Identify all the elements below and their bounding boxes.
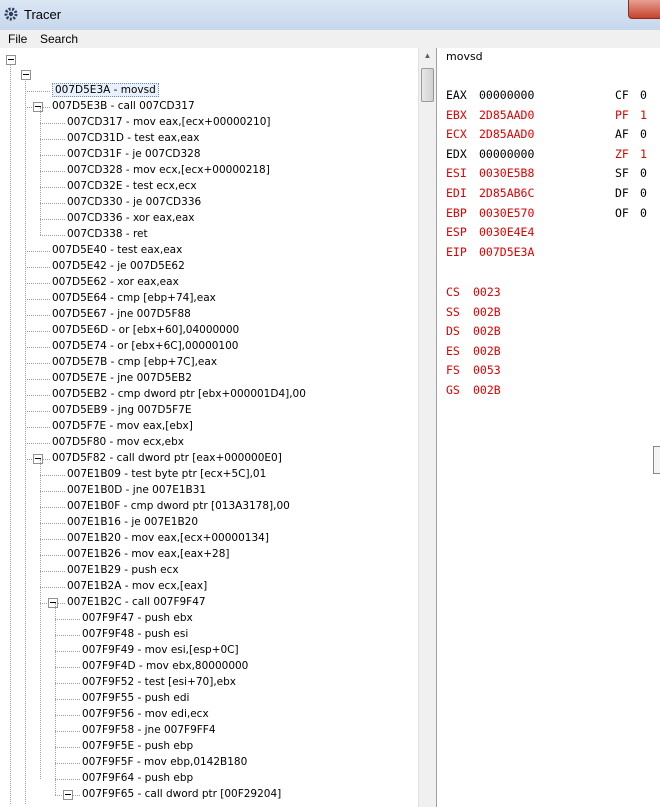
tree-connector — [25, 443, 50, 444]
tree-row-label: 007F9F4D - mov ebx,80000000 — [82, 660, 249, 672]
tree-row-label: 007D5EB2 - cmp dword ptr [ebx+000001D4],00 — [52, 388, 306, 400]
tree-guide — [25, 79, 26, 804]
tree-row-label: 007E1B0F - cmp dword ptr [013A3178],00 — [67, 500, 290, 512]
tree-row[interactable] — [67, 467, 266, 482]
tree-row-label: 007D5E67 - jne 007D5F88 — [52, 308, 191, 320]
tree-connector — [40, 155, 65, 156]
tree-expander[interactable] — [6, 55, 16, 65]
register-name: EDX — [446, 146, 467, 161]
tree-row-label: 007F9F58 - jne 007F9FF4 — [82, 724, 216, 736]
tree-connector — [25, 379, 50, 380]
register-name: EAX — [446, 88, 467, 102]
flag-value: 0 — [640, 186, 647, 200]
tree-row[interactable] — [82, 691, 189, 706]
tree-row[interactable] — [52, 403, 192, 418]
register-name: ESP — [446, 225, 467, 240]
flag-value: 0 — [640, 205, 647, 220]
segment-value: 002B — [473, 343, 501, 358]
tree-row[interactable] — [67, 211, 195, 226]
title-bar — [0, 0, 660, 31]
scroll-up-arrow-icon[interactable]: ▲ — [423, 51, 432, 60]
segment-name: FS — [446, 363, 460, 378]
tree-scrollbar[interactable] — [418, 48, 436, 807]
flag-value: 0 — [640, 127, 647, 142]
tree-row-label: 007F9F5E - push ebp — [82, 740, 194, 752]
flag-name: SF — [615, 166, 629, 181]
tree-connector — [55, 699, 80, 700]
tree-connector — [25, 91, 50, 92]
tree-row[interactable] — [52, 275, 179, 290]
tree-row-label: 007D5E42 - je 007D5E62 — [52, 260, 185, 272]
segment-name: SS — [446, 304, 460, 319]
tree-row-label: 007CD317 - mov eax,[ecx+00000210] — [67, 116, 271, 128]
tree-row[interactable] — [52, 99, 195, 114]
tree-row-label: 007E1B29 - push ecx — [67, 564, 179, 576]
tree-row-label: 007D5E7E - jne 007D5EB2 — [52, 372, 192, 384]
panel-resize-handle[interactable] — [653, 446, 660, 474]
tree-connector — [40, 571, 65, 572]
menu-bar — [0, 30, 660, 49]
gear-icon — [3, 6, 19, 22]
tree-row-label: 007D5EB9 - jng 007D5F7E — [52, 404, 192, 416]
tree-row[interactable] — [52, 323, 239, 338]
tree-row[interactable] — [67, 547, 230, 562]
register-name: ESI — [446, 166, 467, 181]
segment-value: 002B — [473, 383, 501, 397]
tree-guide — [40, 107, 41, 235]
tree-row-label: 007CD31F - je 007CD328 — [67, 148, 201, 160]
tree-row-label: 007D5E3A - movsd — [52, 83, 159, 97]
tree-connector — [25, 395, 50, 396]
current-instruction: movsd — [446, 50, 483, 63]
register-name: EIP — [446, 244, 467, 259]
tree-connector — [25, 267, 50, 268]
tree-expander[interactable] — [33, 454, 43, 464]
tree-row-label: 007D5E7B - cmp [ebp+7C],eax — [52, 356, 218, 368]
tree-row[interactable] — [67, 483, 206, 498]
segment-name: ES — [446, 343, 460, 358]
register-value: 00000000 — [479, 146, 535, 161]
register-value: 0030E4E4 — [479, 225, 535, 240]
tree-row[interactable] — [52, 259, 185, 274]
register-value: 2D85AB6C — [479, 186, 535, 200]
tree-row[interactable] — [52, 355, 217, 370]
tree-row-label: 007F9F64 - push ebp — [82, 772, 194, 784]
tree-connector — [25, 331, 50, 332]
tree-row-label: 007D5E74 - or [ebx+6C],00000100 — [52, 340, 239, 352]
register-value: 2D85AAD0 — [479, 107, 535, 122]
tree-row[interactable] — [67, 579, 207, 594]
tree-connector — [25, 315, 50, 316]
tree-row[interactable] — [67, 131, 199, 146]
tree-connector — [25, 411, 50, 412]
tree-row-label: 007E1B16 - je 007E1B20 — [67, 516, 199, 528]
tree-row[interactable] — [52, 371, 192, 386]
tree-row-label: 007CD338 - ret — [67, 228, 148, 240]
segment-value: 002B — [473, 324, 501, 339]
tree-connector — [25, 299, 50, 300]
tree-connector — [40, 235, 65, 236]
flag-name: CF — [615, 88, 629, 102]
tree-row[interactable] — [52, 451, 282, 466]
flag-value: 1 — [640, 107, 647, 122]
tree-connector — [40, 555, 65, 556]
tree-connector — [55, 667, 80, 668]
tree-row-label: 007E1B2A - mov ecx,[eax] — [67, 580, 208, 592]
tree-row-label: 007E1B26 - mov eax,[eax+28] — [67, 548, 230, 560]
trace-tree[interactable] — [0, 48, 437, 807]
tree-row[interactable] — [82, 675, 236, 690]
tree-row[interactable] — [67, 147, 201, 162]
tree-row[interactable] — [67, 163, 270, 178]
tree-connector — [55, 747, 80, 748]
tree-row[interactable] — [52, 243, 182, 258]
menu-file[interactable]: File — [8, 32, 28, 46]
tree-row[interactable] — [52, 435, 184, 450]
tree-row[interactable] — [82, 739, 193, 754]
tree-connector — [55, 715, 80, 716]
tree-connector — [25, 251, 50, 252]
segment-name: DS — [446, 324, 460, 339]
tree-row-label: 007CD328 - mov ecx,[ecx+00000218] — [67, 164, 270, 176]
tree-guide — [55, 603, 56, 795]
tree-guide — [10, 64, 11, 804]
tree-connector — [55, 779, 80, 780]
tree-connector — [40, 203, 65, 204]
tree-row-label: 007F9F48 - push esi — [82, 628, 189, 640]
flag-value: 0 — [640, 166, 647, 181]
flag-name: OF — [615, 205, 629, 220]
segment-value: 0023 — [473, 285, 501, 299]
tree-row[interactable] — [67, 195, 201, 210]
tree-row-label: 007D5E40 - test eax,eax — [52, 244, 183, 256]
tree-row[interactable] — [67, 227, 148, 242]
tree-connector — [40, 139, 65, 140]
register-name: EDI — [446, 186, 467, 200]
tree-connector — [40, 523, 65, 524]
tree-connector — [55, 683, 80, 684]
tree-connector — [55, 635, 80, 636]
tree-connector — [40, 491, 65, 492]
tree-connector — [55, 731, 80, 732]
tree-row[interactable] — [67, 499, 290, 514]
tree-row[interactable] — [82, 659, 248, 674]
tree-row-label: 007F9F5F - mov ebp,0142B180 — [82, 756, 248, 768]
tree-row-label: 007D5E64 - cmp [ebp+74],eax — [52, 292, 216, 304]
tree-guide — [40, 459, 41, 779]
tree-connector — [40, 475, 65, 476]
tree-expander[interactable] — [48, 598, 58, 608]
flag-name: ZF — [615, 146, 629, 161]
tree-row-label: 007D5E6D - or [ebx+60],04000000 — [52, 324, 240, 336]
tree-row-label: 007F9F52 - test [esi+70],ebx — [82, 676, 237, 688]
register-value: 0030E5B8 — [479, 166, 535, 181]
register-name: EBP — [446, 205, 467, 220]
tree-connector — [40, 187, 65, 188]
tree-connector — [55, 619, 80, 620]
flag-value: 0 — [640, 88, 647, 102]
tree-row[interactable] — [52, 419, 193, 434]
tree-row-label: 007CD336 - xor eax,eax — [67, 212, 195, 224]
tree-row[interactable] — [67, 115, 271, 130]
flag-name: PF — [615, 107, 629, 122]
tree-row[interactable] — [67, 179, 197, 194]
tree-connector — [55, 651, 80, 652]
window-title: Tracer — [24, 7, 62, 22]
tree-connector — [40, 507, 65, 508]
segment-name: GS — [446, 383, 460, 397]
tree-row[interactable] — [82, 627, 188, 642]
tree-row[interactable] — [82, 723, 216, 738]
tree-connector — [25, 427, 50, 428]
tree-row[interactable] — [67, 515, 198, 530]
segment-value: 0053 — [473, 363, 501, 378]
tree-row[interactable] — [67, 595, 206, 610]
tree-expander[interactable] — [63, 790, 73, 800]
scroll-thumb[interactable] — [421, 68, 434, 102]
tree-row-label: 007F9F49 - mov esi,[esp+0C] — [82, 644, 239, 656]
tree-row-label: 007D5E62 - xor eax,eax — [52, 276, 179, 288]
tree-expander[interactable] — [21, 70, 31, 80]
register-value: 0030E570 — [479, 205, 535, 220]
tree-row-label: 007D5F82 - call dword ptr [eax+000000E0] — [52, 452, 282, 464]
segment-name: CS — [446, 285, 460, 299]
tree-row[interactable] — [52, 387, 306, 402]
tree-row[interactable] — [82, 643, 239, 658]
tree-row-selected[interactable] — [52, 83, 159, 98]
register-name: ECX — [446, 127, 467, 142]
close-button[interactable] — [628, 0, 660, 19]
tree-connector — [40, 539, 65, 540]
tree-row-label: 007D5F80 - mov ecx,ebx — [52, 436, 184, 448]
tree-row-label: 007CD32E - test ecx,ecx — [67, 180, 197, 192]
tree-row-label: 007F9F56 - mov edi,ecx — [82, 708, 209, 720]
register-name: EBX — [446, 107, 467, 122]
tree-row-label: 007CD330 - je 007CD336 — [67, 196, 202, 208]
tree-connector — [25, 363, 50, 364]
tree-row-label: 007F9F65 - call dword ptr [00F29204] — [82, 788, 282, 800]
tree-row-label: 007E1B2C - call 007F9F47 — [67, 596, 206, 608]
flag-name: DF — [615, 186, 629, 200]
flag-name: AF — [615, 127, 629, 142]
tree-connector — [40, 219, 65, 220]
menu-search[interactable]: Search — [40, 32, 79, 46]
tree-connector — [40, 123, 65, 124]
tree-connector — [55, 763, 80, 764]
tree-connector — [40, 587, 65, 588]
flag-value: 1 — [640, 146, 647, 161]
tree-row[interactable] — [52, 339, 238, 354]
tree-row[interactable] — [67, 531, 269, 546]
tree-row[interactable] — [82, 611, 193, 626]
tree-row[interactable] — [67, 563, 179, 578]
tree-row-label: 007F9F47 - push ebx — [82, 612, 193, 624]
tree-row-label: 007E1B09 - test byte ptr [ecx+5C],01 — [67, 468, 267, 480]
tree-row-label: 007E1B0D - jne 007E1B31 — [67, 484, 207, 496]
tree-row-label: 007D5F7E - mov eax,[ebx] — [52, 420, 193, 432]
segment-value: 002B — [473, 304, 501, 319]
tree-expander[interactable] — [33, 102, 43, 112]
tree-row[interactable] — [52, 307, 191, 322]
register-panel — [437, 48, 660, 807]
tree-row[interactable] — [82, 787, 281, 802]
tree-row[interactable] — [82, 707, 209, 722]
tree-row-label: 007D5E3B - call 007CD317 — [52, 100, 195, 112]
tree-connector — [25, 347, 50, 348]
register-value: 00000000 — [479, 88, 535, 102]
tree-row[interactable] — [82, 771, 193, 786]
tree-row[interactable] — [82, 755, 247, 770]
tree-row-label: 007F9F55 - push edi — [82, 692, 190, 704]
tree-connector — [40, 171, 65, 172]
tree-connector — [25, 283, 50, 284]
register-value: 007D5E3A — [479, 244, 535, 259]
tree-row[interactable] — [52, 291, 216, 306]
tree-row-label: 007E1B20 - mov eax,[ecx+00000134] — [67, 532, 269, 544]
register-value: 2D85AAD0 — [479, 127, 535, 142]
tree-row-label: 007CD31D - test eax,eax — [67, 132, 200, 144]
